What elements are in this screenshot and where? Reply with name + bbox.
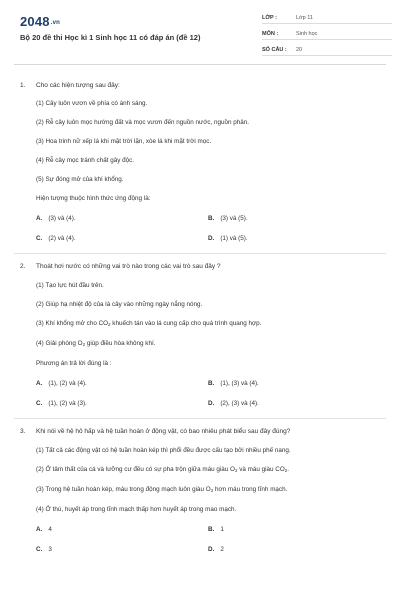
question-text: Cho các hiện tượng sau đây: (36, 82, 120, 89)
statement: (3) Trong hệ tuần hoàn kép, máu trong động mạch luôn giàu $O_2$ hơn máu trong tĩnh mạch. (36, 486, 288, 493)
options-row (36, 400, 386, 412)
question-number: 1. (20, 82, 26, 89)
option-c[interactable]: C. (2) và (4). (36, 235, 76, 242)
logo-tld: .vn (50, 19, 61, 26)
option-d[interactable]: D. (1) và (5). (208, 235, 248, 242)
question-stem (14, 262, 386, 272)
option-b[interactable]: B. 1 (208, 526, 224, 533)
meta-value: Lớp 11 (296, 15, 313, 21)
question-prompt: Hiện tượng thuộc hình thức ứng động là: (36, 195, 151, 202)
statement: (2) Giúp hạ nhiệt độ của lá cây vào những ngày nắng nóng. (36, 301, 203, 308)
option-d[interactable]: D. 2 (208, 546, 224, 553)
statement: (4) Ở thú, huyết áp trong tĩnh mạch thấp hơn huyết áp trong mao mạch. (36, 506, 237, 513)
option-b[interactable]: B. (1), (3) và (4). (208, 380, 259, 387)
meta-count (262, 40, 392, 56)
options-row (36, 546, 386, 558)
statement: (1) Tạo lực hút đầu trên. (36, 282, 104, 289)
question-prompt: Phương án trả lời đúng là : (36, 360, 112, 367)
option-d[interactable]: D. (2), (3) và (4). (208, 400, 259, 407)
option-b[interactable]: B. (3) và (5). (208, 215, 248, 222)
logo-text: 2048 (20, 14, 50, 29)
question-text: Khi nói về hệ hô hấp và hệ tuần hoàn ở động vật, có bao nhiêu phát biểu sau đây đúng? (36, 428, 291, 435)
meta-key: SỐ CÂU : (262, 47, 287, 53)
statement: (2) Ở tâm thất của cá và lưỡng cư đều có sự pha trộn giữa máu giàu $O_2$ và máu giàu $CO_2$. (36, 466, 289, 473)
meta-class (262, 8, 392, 24)
statement: (5) Sự đóng mở của khí khổng. (36, 176, 124, 183)
question-3 (14, 419, 386, 558)
site-logo[interactable] (20, 14, 60, 29)
statement: (4) Rễ cây mọc tránh chất gây độc. (36, 157, 134, 164)
option-a[interactable]: A. (3) và (4). (36, 215, 76, 222)
options-row (36, 215, 386, 227)
option-c[interactable]: C. 3 (36, 546, 52, 553)
question-text: Thoát hơi nước có những vai trò nào trong các vai trò sau đây ? (36, 263, 221, 270)
meta-value: 20 (296, 47, 303, 53)
option-a[interactable]: A. (1), (2) và (4). (36, 380, 87, 387)
statement: (3) Khí khổng mở cho $CO_2$ khuếch tán vào lá cung cấp cho quá trình quang hợp. (36, 320, 262, 327)
question-number: 2. (20, 263, 26, 270)
meta-key: LỚP : (262, 15, 277, 21)
document-header (14, 0, 386, 65)
statement: (2) Rễ cây luôn mọc hướng đất và mọc vươn đến nguồn nước, nguồn phân. (36, 119, 250, 126)
question-2 (14, 254, 386, 419)
options-row (36, 380, 386, 392)
options-row (36, 526, 386, 538)
question-number: 3. (20, 428, 26, 435)
document-title: Bộ 20 đề thi Học kì 1 Sinh học 11 có đáp án (đề 12) (20, 33, 201, 42)
meta-value: Sinh học (296, 31, 318, 37)
statement: (4) Giải phóng $O_2$ giúp điều hòa không khí. (36, 340, 156, 347)
option-a[interactable]: A. 4 (36, 526, 52, 533)
meta-subject (262, 24, 392, 40)
question-stem (14, 81, 386, 91)
option-c[interactable]: C. (1), (2) và (3). (36, 400, 87, 407)
statement: (1) Tất cả các động vật có hệ tuần hoàn kép thì phổi đều được cấu tạo bởi nhiều phế nang. (36, 447, 291, 454)
statement: (3) Hoa trinh nữ xếp lá khi mặt trời lặn, xòe lá khi mặt trời mọc. (36, 138, 212, 145)
statement: (1) Cây luôn vươn về phía có ánh sáng. (36, 100, 148, 107)
question-1 (14, 65, 386, 254)
options-row (36, 235, 386, 247)
meta-key: MÔN : (262, 31, 279, 37)
question-stem (14, 427, 386, 437)
